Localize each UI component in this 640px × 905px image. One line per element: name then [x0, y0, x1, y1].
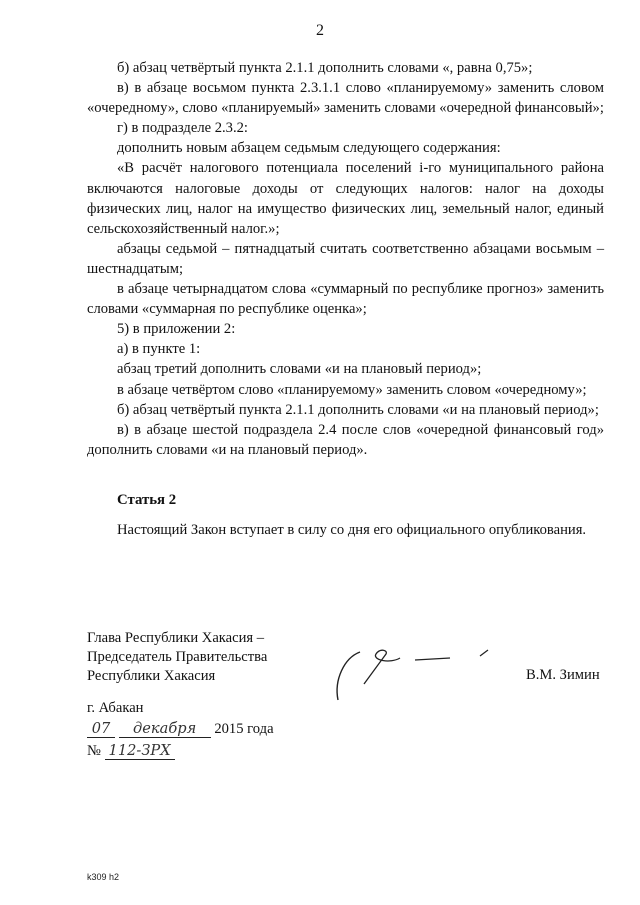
number-value: 112-ЗРХ	[105, 742, 175, 760]
signatory-title-line: Республики Хакасия	[87, 668, 216, 684]
paragraph: в абзаце четырнадцатом слова «суммарный по республике прогноз» заменить словами «суммарная по республике оценка»;	[87, 281, 604, 318]
paragraph: дополнить новым абзацем седьмым следующего содержания:	[117, 140, 501, 157]
paragraph: в) в абзаце шестой подраздела 2.4 после слов «очередной финансовый год» дополнить словами «и на плановый период».	[87, 421, 604, 458]
paragraph: в абзаце четвёртом слово «планируемому» заменить словом «очередному»;	[117, 381, 587, 398]
paragraph: б) абзац четвёртый пункта 2.1.1 дополнить словами «и на плановый период»;	[117, 401, 599, 418]
paragraph: «В расчёт налогового потенциала поселений i-го муниципального района включаются налоговые доходы от следующих налогов: налог на доходы физических лиц, налог на имущество физических лиц, земельный налог, единый сельскохозяйственный налог.»;	[87, 160, 604, 237]
paragraph: 5) в приложении 2:	[117, 321, 236, 338]
paragraph: б) абзац четвёртый пункта 2.1.1 дополнить словами «, равна 0,75»;	[117, 60, 533, 76]
paragraph: а) в пункте 1:	[117, 341, 201, 358]
handwritten-signature	[330, 640, 500, 710]
amendments-text	[87, 58, 604, 460]
paragraph: в) в абзаце восьмом пункта 2.3.1.1 слово «планируемому» заменить словом «очередному», слово «планируемый» заменить словами «очередной финансовый»;	[87, 80, 604, 117]
signer-name: В.М. Зимин	[526, 667, 600, 683]
paragraph: г) в подразделе 2.3.2:	[117, 120, 248, 137]
page-number: 2	[316, 22, 324, 39]
law-number	[87, 742, 175, 760]
date-year: 2015 года	[214, 721, 274, 737]
signatory-title	[87, 629, 267, 686]
place-of-signing: г. Абакан	[87, 700, 144, 716]
date-month: декабря	[119, 720, 211, 738]
signatory-title-line: Председатель Правительства	[87, 649, 268, 665]
paragraph: абзацы седьмой – пятнадцатый считать соответственно абзацами восьмым – шестнадцатым;	[87, 240, 604, 277]
paragraph: абзац третий дополнить словами «и на плановый период»;	[117, 361, 482, 378]
date-day: 07	[87, 720, 115, 738]
article-heading: Статья 2	[117, 492, 177, 508]
article-text: Настоящий Закон вступает в силу со дня его официального опубликования.	[117, 522, 587, 538]
signatory-title-line: Глава Республики Хакасия –	[87, 630, 265, 646]
signing-date	[87, 720, 274, 738]
footer-code: k309 h2	[87, 872, 120, 882]
number-sign: №	[87, 743, 101, 759]
